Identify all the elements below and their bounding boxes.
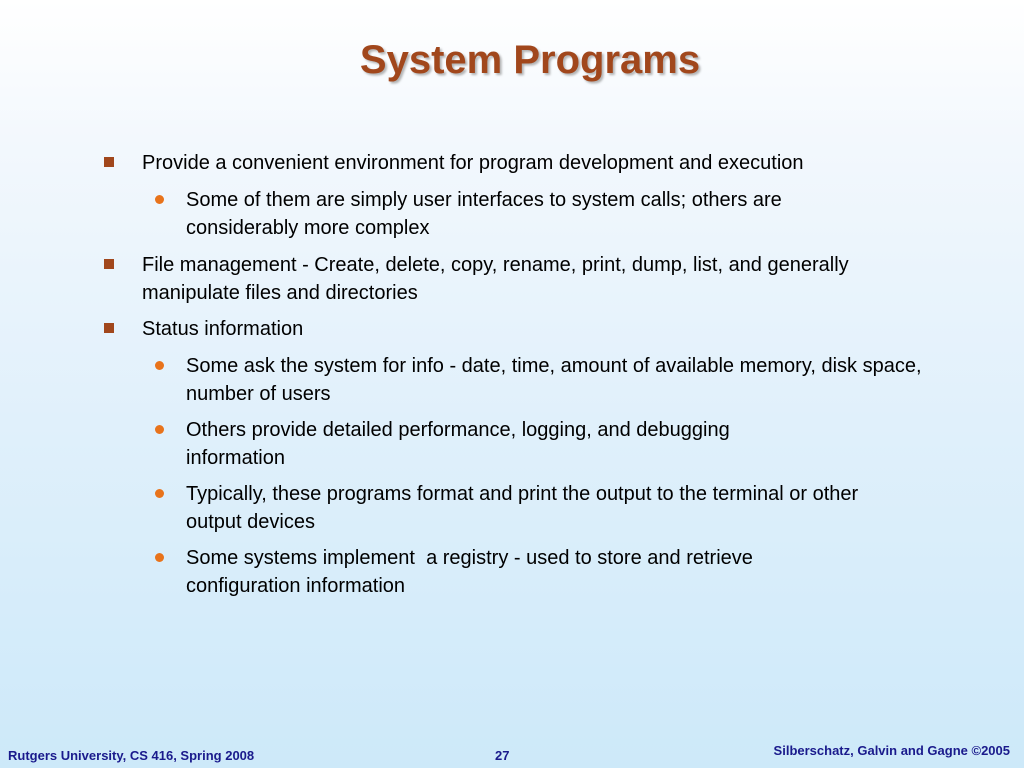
bullet-text: File management - Create, delete, copy, rename, print, dump, list, and generally manipulate files and directories [142,254,849,304]
sub-bullet-text: Typically, these programs format and print the output to the terminal or other output devices [186,483,859,533]
bullet-text: Status information [142,318,304,340]
bullet-text: Provide a convenient environment for program development and execution [142,152,804,174]
footer-page-number: 27 [495,748,510,763]
sub-bullet-text: Some ask the system for info - date, time, amount of available memory, disk space, number of users [186,355,922,405]
round-bullet-icon [155,195,164,204]
round-bullet-icon [155,553,164,562]
round-bullet-icon [155,425,164,434]
square-bullet-icon [104,157,114,167]
round-bullet-icon [155,361,164,370]
sub-bullet-text: Some systems implement a registry - used to store and retrieve configuration information [186,547,759,597]
round-bullet-icon [155,489,164,498]
footer-course: Rutgers University, CS 416, Spring 2008 [8,748,255,763]
slide-title: System Programs [359,38,701,82]
square-bullet-icon [104,323,114,333]
square-bullet-icon [104,259,114,269]
footer-copyright: Silberschatz, Galvin and Gagne ©2005 [773,743,1010,758]
sub-bullet-text: Some of them are simply user interfaces to system calls; others are considerably more complex [186,189,782,239]
sub-bullet-text: Others provide detailed performance, logging, and debugging information [186,419,730,469]
